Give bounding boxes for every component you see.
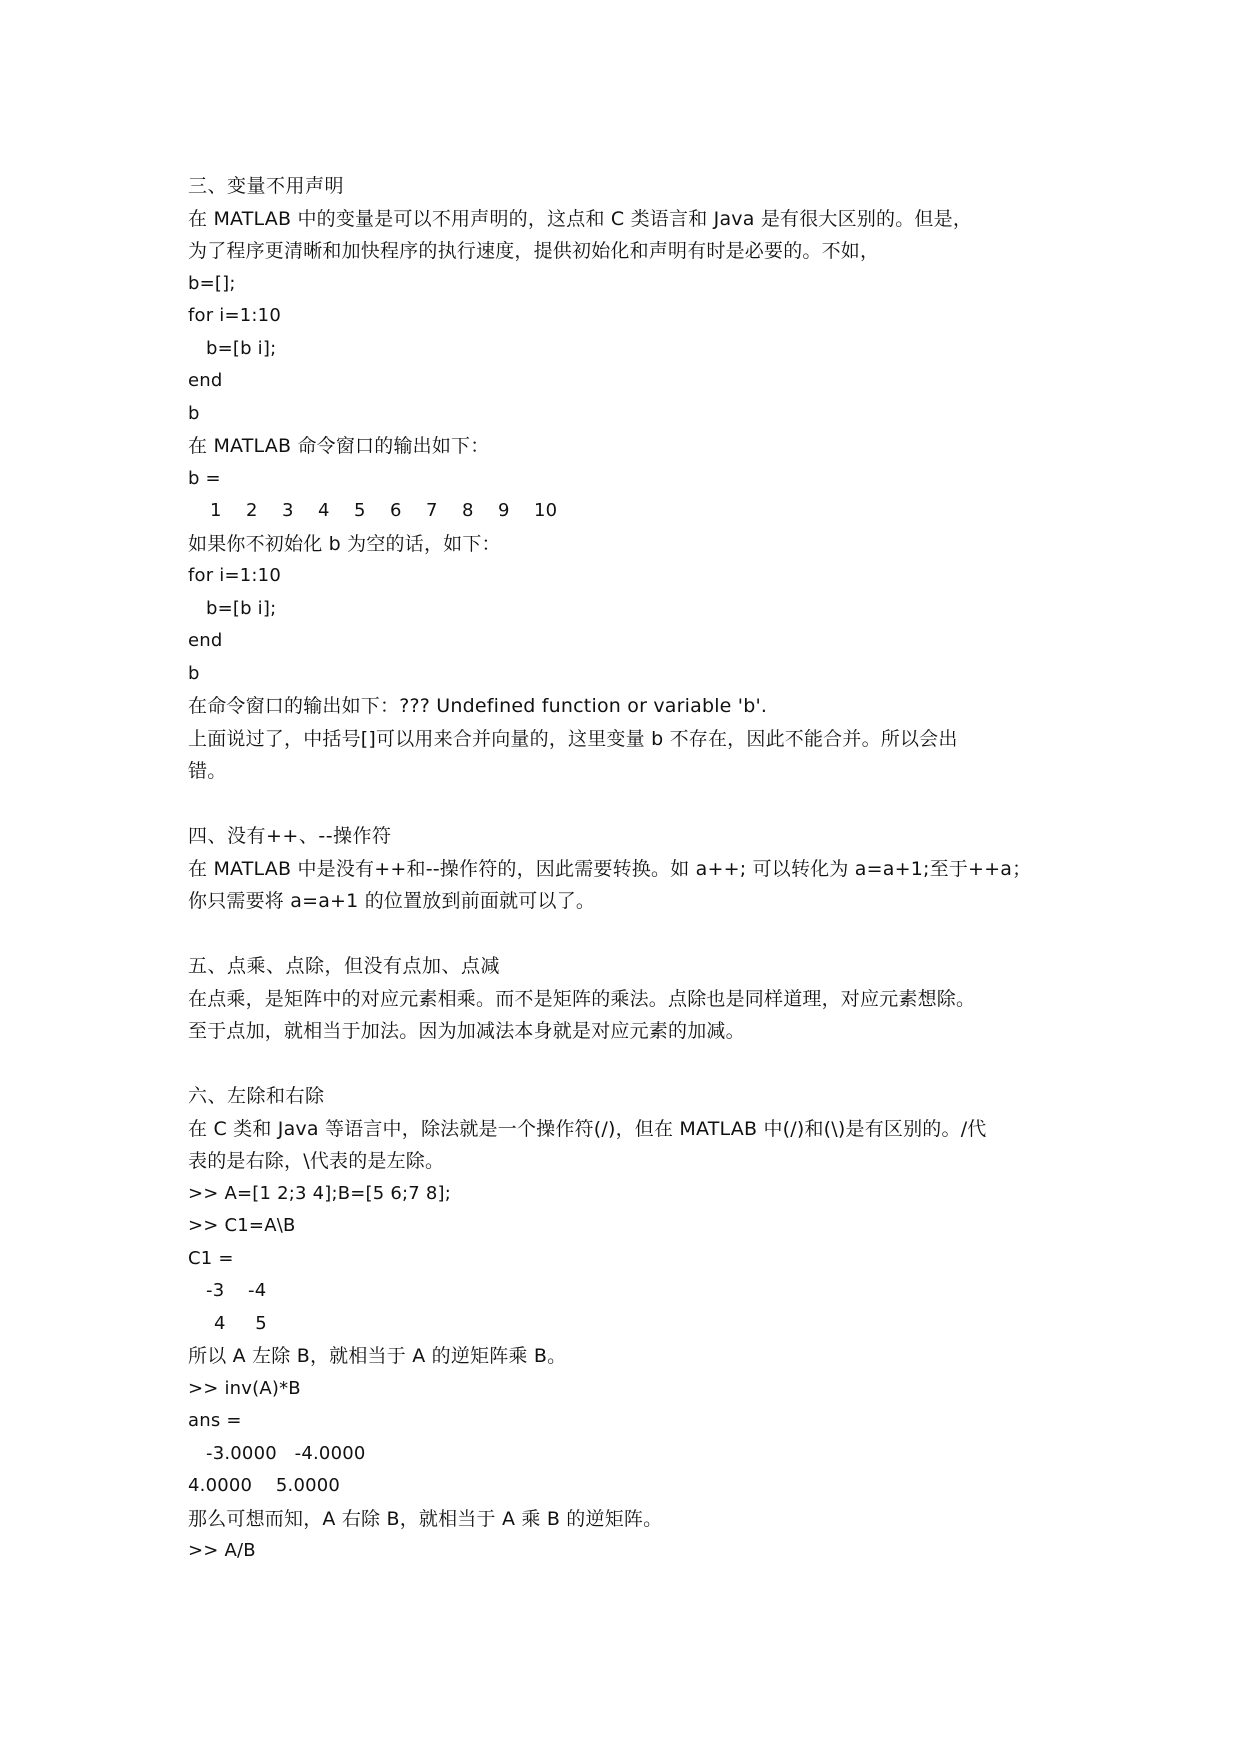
paragraph-line: 那么可想而知，A 右除 B，就相当于 A 乘 B 的逆矩阵。 bbox=[188, 1507, 663, 1530]
code-line: end bbox=[188, 630, 223, 651]
output-value: 5 bbox=[354, 500, 366, 521]
output-value: 2 bbox=[246, 500, 258, 521]
paragraph-line: 你只需要将 a=a+1 的位置放到前面就可以了。 bbox=[188, 890, 596, 912]
code-line: for i=1:10 bbox=[188, 565, 281, 586]
paragraph-line: 错。 bbox=[188, 760, 227, 782]
document-page bbox=[188, 170, 1068, 1568]
output-label: b = bbox=[188, 467, 221, 489]
paragraph-line: 如果你不初始化 b 为空的话，如下： bbox=[188, 532, 501, 555]
code-line: for i=1:10 bbox=[188, 305, 281, 326]
output-value: 3 bbox=[282, 500, 294, 521]
output-value: 4 bbox=[318, 500, 330, 521]
output-value: 6 bbox=[390, 500, 402, 521]
output-label: ans = bbox=[188, 1410, 242, 1431]
command-line: >> A=[1 2;3 4];B=[5 6;7 8]; bbox=[188, 1182, 451, 1204]
output-label: C1 = bbox=[188, 1247, 234, 1269]
code-line: b bbox=[188, 402, 200, 424]
code-line: b=[b i]; bbox=[206, 337, 277, 359]
code-line: end bbox=[188, 370, 223, 391]
command-line: >> inv(A)*B bbox=[188, 1377, 301, 1399]
paragraph-line: 所以 A 左除 B，就相当于 A 的逆矩阵乘 B。 bbox=[188, 1345, 567, 1367]
command-line: >> A/B bbox=[188, 1540, 256, 1561]
paragraph-line: 为了程序更清晰和加快程序的执行速度，提供初始化和声明有时是必要的。不如， bbox=[188, 240, 880, 262]
output-value: 9 bbox=[498, 500, 510, 521]
blank-line bbox=[188, 788, 1068, 821]
matrix-row: 4.0000 5.0000 bbox=[188, 1475, 341, 1496]
paragraph-line: 在 MATLAB 命令窗口的输出如下： bbox=[188, 435, 490, 457]
output-value: 7 bbox=[426, 500, 438, 521]
command-line: >> C1=A\B bbox=[188, 1215, 296, 1236]
output-value: 1 bbox=[210, 500, 222, 521]
code-line: b=[b i]; bbox=[206, 597, 277, 619]
paragraph-line: 表的是右除，\代表的是左除。 bbox=[188, 1150, 445, 1172]
paragraph-line: 在点乘，是矩阵中的对应元素相乘。而不是矩阵的乘法。点除也是同样道理，对应元素想除。 bbox=[188, 987, 976, 1010]
paragraph-line: 至于点加，就相当于加法。因为加减法本身就是对应元素的加减。 bbox=[188, 1020, 745, 1042]
code-line: b=[]; bbox=[188, 272, 236, 294]
output-value: 8 bbox=[462, 500, 474, 521]
blank-line bbox=[188, 918, 1068, 951]
section-heading-operators: 四、没有++、--操作符 bbox=[188, 825, 392, 847]
section-heading-dot-ops: 五、点乘、点除，但没有点加、点减 bbox=[188, 955, 501, 977]
paragraph-line: 在 C 类和 Java 等语言中，除法就是一个操作符(/)，但在 MATLAB 中(/)和(\)是有区别的。/代 bbox=[188, 1117, 987, 1140]
blank-line bbox=[188, 1048, 1068, 1081]
error-output-line: 在命令窗口的输出如下：??? Undefined function or variable 'b'. bbox=[188, 695, 768, 717]
section-heading-variables: 三、变量不用声明 bbox=[188, 175, 345, 197]
output-values-row bbox=[188, 495, 1068, 528]
paragraph-line: 上面说过了，中括号[]可以用来合并向量的，这里变量 b 不存在，因此不能合并。所以会出 bbox=[188, 727, 958, 750]
output-value: 10 bbox=[534, 500, 558, 521]
paragraph-line: 在 MATLAB 中是没有++和--操作符的，因此需要转换。如 a++; 可以转化为 a=a+1;至于++a； bbox=[188, 857, 1032, 880]
section-heading-division: 六、左除和右除 bbox=[188, 1085, 325, 1107]
code-line: b bbox=[188, 662, 200, 684]
matrix-row: -3 -4 bbox=[206, 1280, 267, 1301]
paragraph-line: 在 MATLAB 中的变量是可以不用声明的，这点和 C 类语言和 Java 是有很大区别的。但是， bbox=[188, 207, 973, 230]
matrix-row: -3.0000 -4.0000 bbox=[206, 1442, 366, 1464]
matrix-row: 4 5 bbox=[214, 1312, 267, 1334]
